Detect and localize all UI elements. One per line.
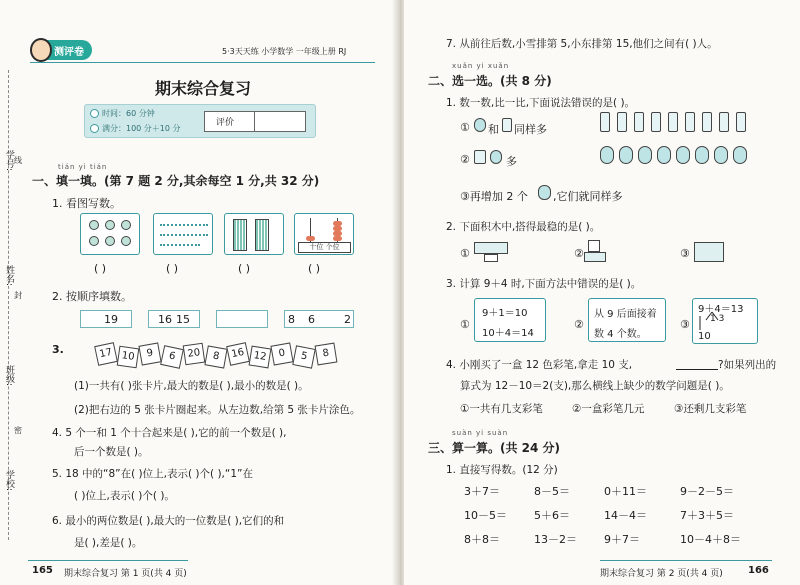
book-header: 5·3天天练 小学数学 一年级上册 RJ — [222, 47, 347, 56]
s2q3-o1-line1: 9＋1＝10 — [482, 308, 528, 319]
q2-num-2: 2 — [344, 313, 351, 326]
s2q2-opt-3: ③ — [680, 247, 690, 260]
sec1-title: 一、填一填。(第 7 题 2 分,其余每空 1 分,共 32 分) — [32, 174, 320, 188]
s2q3-o1-line2: 10＋4＝14 — [482, 328, 534, 339]
s2q4b: 算式为 12－10＝2(支),那么横线上缺少的数学问题是( )。 — [460, 380, 730, 392]
card-8: 0 — [270, 342, 293, 365]
sec1-pinyin: tián yì tián — [58, 163, 108, 171]
margin-name: 姓名: — [4, 265, 14, 287]
q1-blank-2[interactable]: ( ) — [166, 262, 179, 275]
q5b: ( )位上,表示( )个( )。 — [74, 490, 175, 502]
footer-rule — [28, 560, 188, 561]
margin-class: 班级: — [4, 365, 14, 387]
block-stack-1 — [474, 242, 508, 254]
q2-text: 2. 按顺序填数。 — [52, 290, 132, 303]
card-2: 9 — [138, 342, 161, 365]
s2q2: 2. 下面积木中,搭得最稳的是( )。 — [446, 221, 601, 233]
margin-school: 学校: — [4, 470, 14, 492]
sec2-pinyin: xuǎn yi xuǎn — [452, 62, 510, 70]
card-1: 10 — [117, 346, 140, 369]
s2q3: 3. 计算 9＋4 时,下面方法中错误的是( )。 — [446, 278, 642, 290]
badge-label: 测评卷 — [54, 47, 84, 58]
q2-sequence — [80, 310, 354, 328]
sec3-pinyin: suàn yi suàn — [452, 429, 509, 437]
s2q1-o1-tail: 同样多 — [514, 123, 547, 136]
footer-rule — [600, 560, 772, 561]
calc-r0-c2: 0＋11＝ — [604, 485, 647, 498]
q1-text: 1. 看图写数。 — [52, 197, 121, 210]
q1-box-abacus — [294, 213, 354, 255]
q1-box-beads — [153, 213, 213, 255]
s2q4-opt-1: ①一共有几支彩笔 — [460, 403, 543, 415]
q5a: 5. 18 中的“8”在( )位上,表示( )个( ),“1”在 — [52, 468, 253, 480]
bottles-row — [600, 112, 765, 134]
s2q1-o2-num: ② — [460, 153, 470, 166]
q1-box-sticks — [224, 213, 284, 255]
s2q3-opt-1: ① — [460, 318, 470, 331]
q3-2: (2)把右边的 5 张卡片圈起来。从左边数,给第 5 张卡片涂色。 — [74, 404, 361, 416]
card-3: 6 — [160, 345, 184, 369]
lanterns-row — [600, 146, 765, 166]
s2q4-opt-2: ②一盒彩笔几元 — [572, 403, 645, 415]
block-stack-1-base — [484, 254, 498, 262]
bottle-icon — [502, 118, 512, 132]
q1-blank-4[interactable]: ( ) — [308, 262, 321, 275]
eval-label: 评价 — [216, 118, 235, 128]
calc-r0-c0: 3＋7＝ — [464, 485, 500, 498]
margin-xian: 线 — [14, 156, 22, 165]
q2-num-15: 15 — [176, 313, 190, 326]
q6a: 6. 最小的两位数是( ),最大的一位数是( ),它们的和 — [52, 515, 285, 527]
mascot-icon — [30, 38, 52, 62]
score-label: 满分：100 分＋10 分 — [102, 124, 181, 133]
s2q3-o3-line2: 1 3 — [710, 314, 725, 324]
card-7: 12 — [249, 346, 272, 369]
block-stack-2-base — [584, 252, 606, 262]
calc-r0-c3: 9－2－5＝ — [680, 485, 734, 498]
margin-student-id: 学号: — [4, 150, 14, 172]
s2q1-o1-and: 和 — [488, 123, 499, 136]
q1-blank-1[interactable]: ( ) — [94, 262, 107, 275]
calc-r1-c2: 14－4＝ — [604, 509, 647, 522]
s2q4a: 4. 小刚买了一盒 12 色彩笔,拿走 10 支, — [446, 359, 633, 371]
bottle-icon — [474, 150, 486, 164]
abacus-tens-label: 十位 — [309, 243, 324, 251]
s2q3-o3-line1: 9＋4＝13 — [698, 304, 744, 315]
lantern-icon — [538, 185, 551, 200]
block-stack-3 — [694, 242, 724, 262]
sec3-title: 三、算一算。(共 24 分) — [428, 441, 561, 455]
s3q1: 1. 直接写得数。(12 分) — [446, 464, 558, 476]
s2q3-o2-line2: 数 4 个数。 — [594, 329, 647, 340]
q7: 7. 从前往后数,小雪排第 5,小东排第 15,他们之间有( )人。 — [446, 38, 718, 50]
calc-r2-c3: 10－4＋8＝ — [680, 533, 741, 546]
lantern-icon — [474, 118, 486, 132]
card-0: 17 — [94, 342, 118, 366]
s2q2-opt-2: ② — [574, 247, 584, 260]
left-page-number: 165 — [32, 565, 53, 576]
s2q1-o3a: ③再增加 2 个 — [460, 190, 528, 203]
s2q3-o3-line3: 10 — [698, 331, 711, 342]
block-stack-2-top — [588, 240, 600, 252]
right-page-number: 166 — [748, 565, 769, 576]
q2-num-6: 6 — [308, 313, 315, 326]
s2q4a2: ?如果列出的 — [718, 359, 777, 371]
header-rule — [30, 62, 375, 63]
calc-r1-c0: 10－5＝ — [464, 509, 507, 522]
s2q4-opt-3: ③还剩几支彩笔 — [674, 403, 747, 415]
s2q3-opt-3: ③ — [680, 318, 690, 331]
calc-r2-c0: 8＋8＝ — [464, 533, 500, 546]
s2q1: 1. 数一数,比一比,下面说法错误的是( )。 — [446, 97, 636, 109]
left-page — [0, 0, 396, 585]
s2q1-o2-tail: 多 — [506, 155, 517, 168]
card-10: 8 — [315, 343, 338, 366]
q4b: 后一个数是( )。 — [74, 446, 149, 458]
sec2-title: 二、选一选。(共 8 分) — [428, 74, 552, 88]
lantern-icon — [490, 150, 502, 164]
abacus-ones-label: 个位 — [325, 243, 340, 251]
q1-box-peaches — [80, 213, 140, 255]
answer-line[interactable] — [676, 369, 718, 370]
check-icon — [90, 124, 99, 133]
s2q1-o3b: ,它们就同样多 — [553, 190, 623, 203]
calc-r2-c2: 9＋7＝ — [604, 533, 640, 546]
left-footer: 期末综合复习 第 1 页(共 4 页) — [64, 569, 187, 579]
right-footer: 期末综合复习 第 2 页(共 4 页) — [600, 569, 723, 579]
eval-divider — [254, 111, 255, 132]
margin-feng: 封 — [14, 291, 22, 300]
card-4: 20 — [183, 343, 206, 366]
calc-r2-c1: 13－2＝ — [534, 533, 577, 546]
page-title: 期末综合复习 — [155, 79, 252, 98]
q6b: 是( ),差是( )。 — [74, 537, 143, 549]
card-5: 8 — [204, 345, 227, 368]
q3-1: (1)一共有( )张卡片,最大的数是( ),最小的数是( )。 — [74, 380, 309, 392]
s2q3-opt-2: ② — [574, 318, 584, 331]
s2q1-o1-num: ① — [460, 121, 470, 134]
margin-mi: 密 — [14, 426, 22, 435]
clock-icon — [90, 109, 99, 118]
right-page — [404, 0, 800, 585]
q4a: 4. 5 个一和 1 个十合起来是( ),它的前一个数是( ), — [52, 427, 287, 439]
calc-r1-c1: 5＋6＝ — [534, 509, 570, 522]
q3-label: 3. — [52, 343, 64, 356]
card-9: 5 — [292, 345, 315, 368]
time-label: 时间：60 分钟 — [102, 109, 155, 118]
q2-num-16: 16 — [158, 313, 172, 326]
card-6: 16 — [226, 342, 250, 366]
calc-r1-c3: 7＋3＋5＝ — [680, 509, 734, 522]
q2-num-8: 8 — [288, 313, 295, 326]
q2-num-19: 19 — [104, 313, 118, 326]
q1-blank-3[interactable]: ( ) — [238, 262, 251, 275]
s2q3-o2-line1: 从 9 后面接着 — [594, 309, 657, 320]
s2q2-opt-1: ① — [460, 247, 470, 260]
calc-r0-c1: 8－5＝ — [534, 485, 570, 498]
decompose-lines — [698, 310, 728, 332]
